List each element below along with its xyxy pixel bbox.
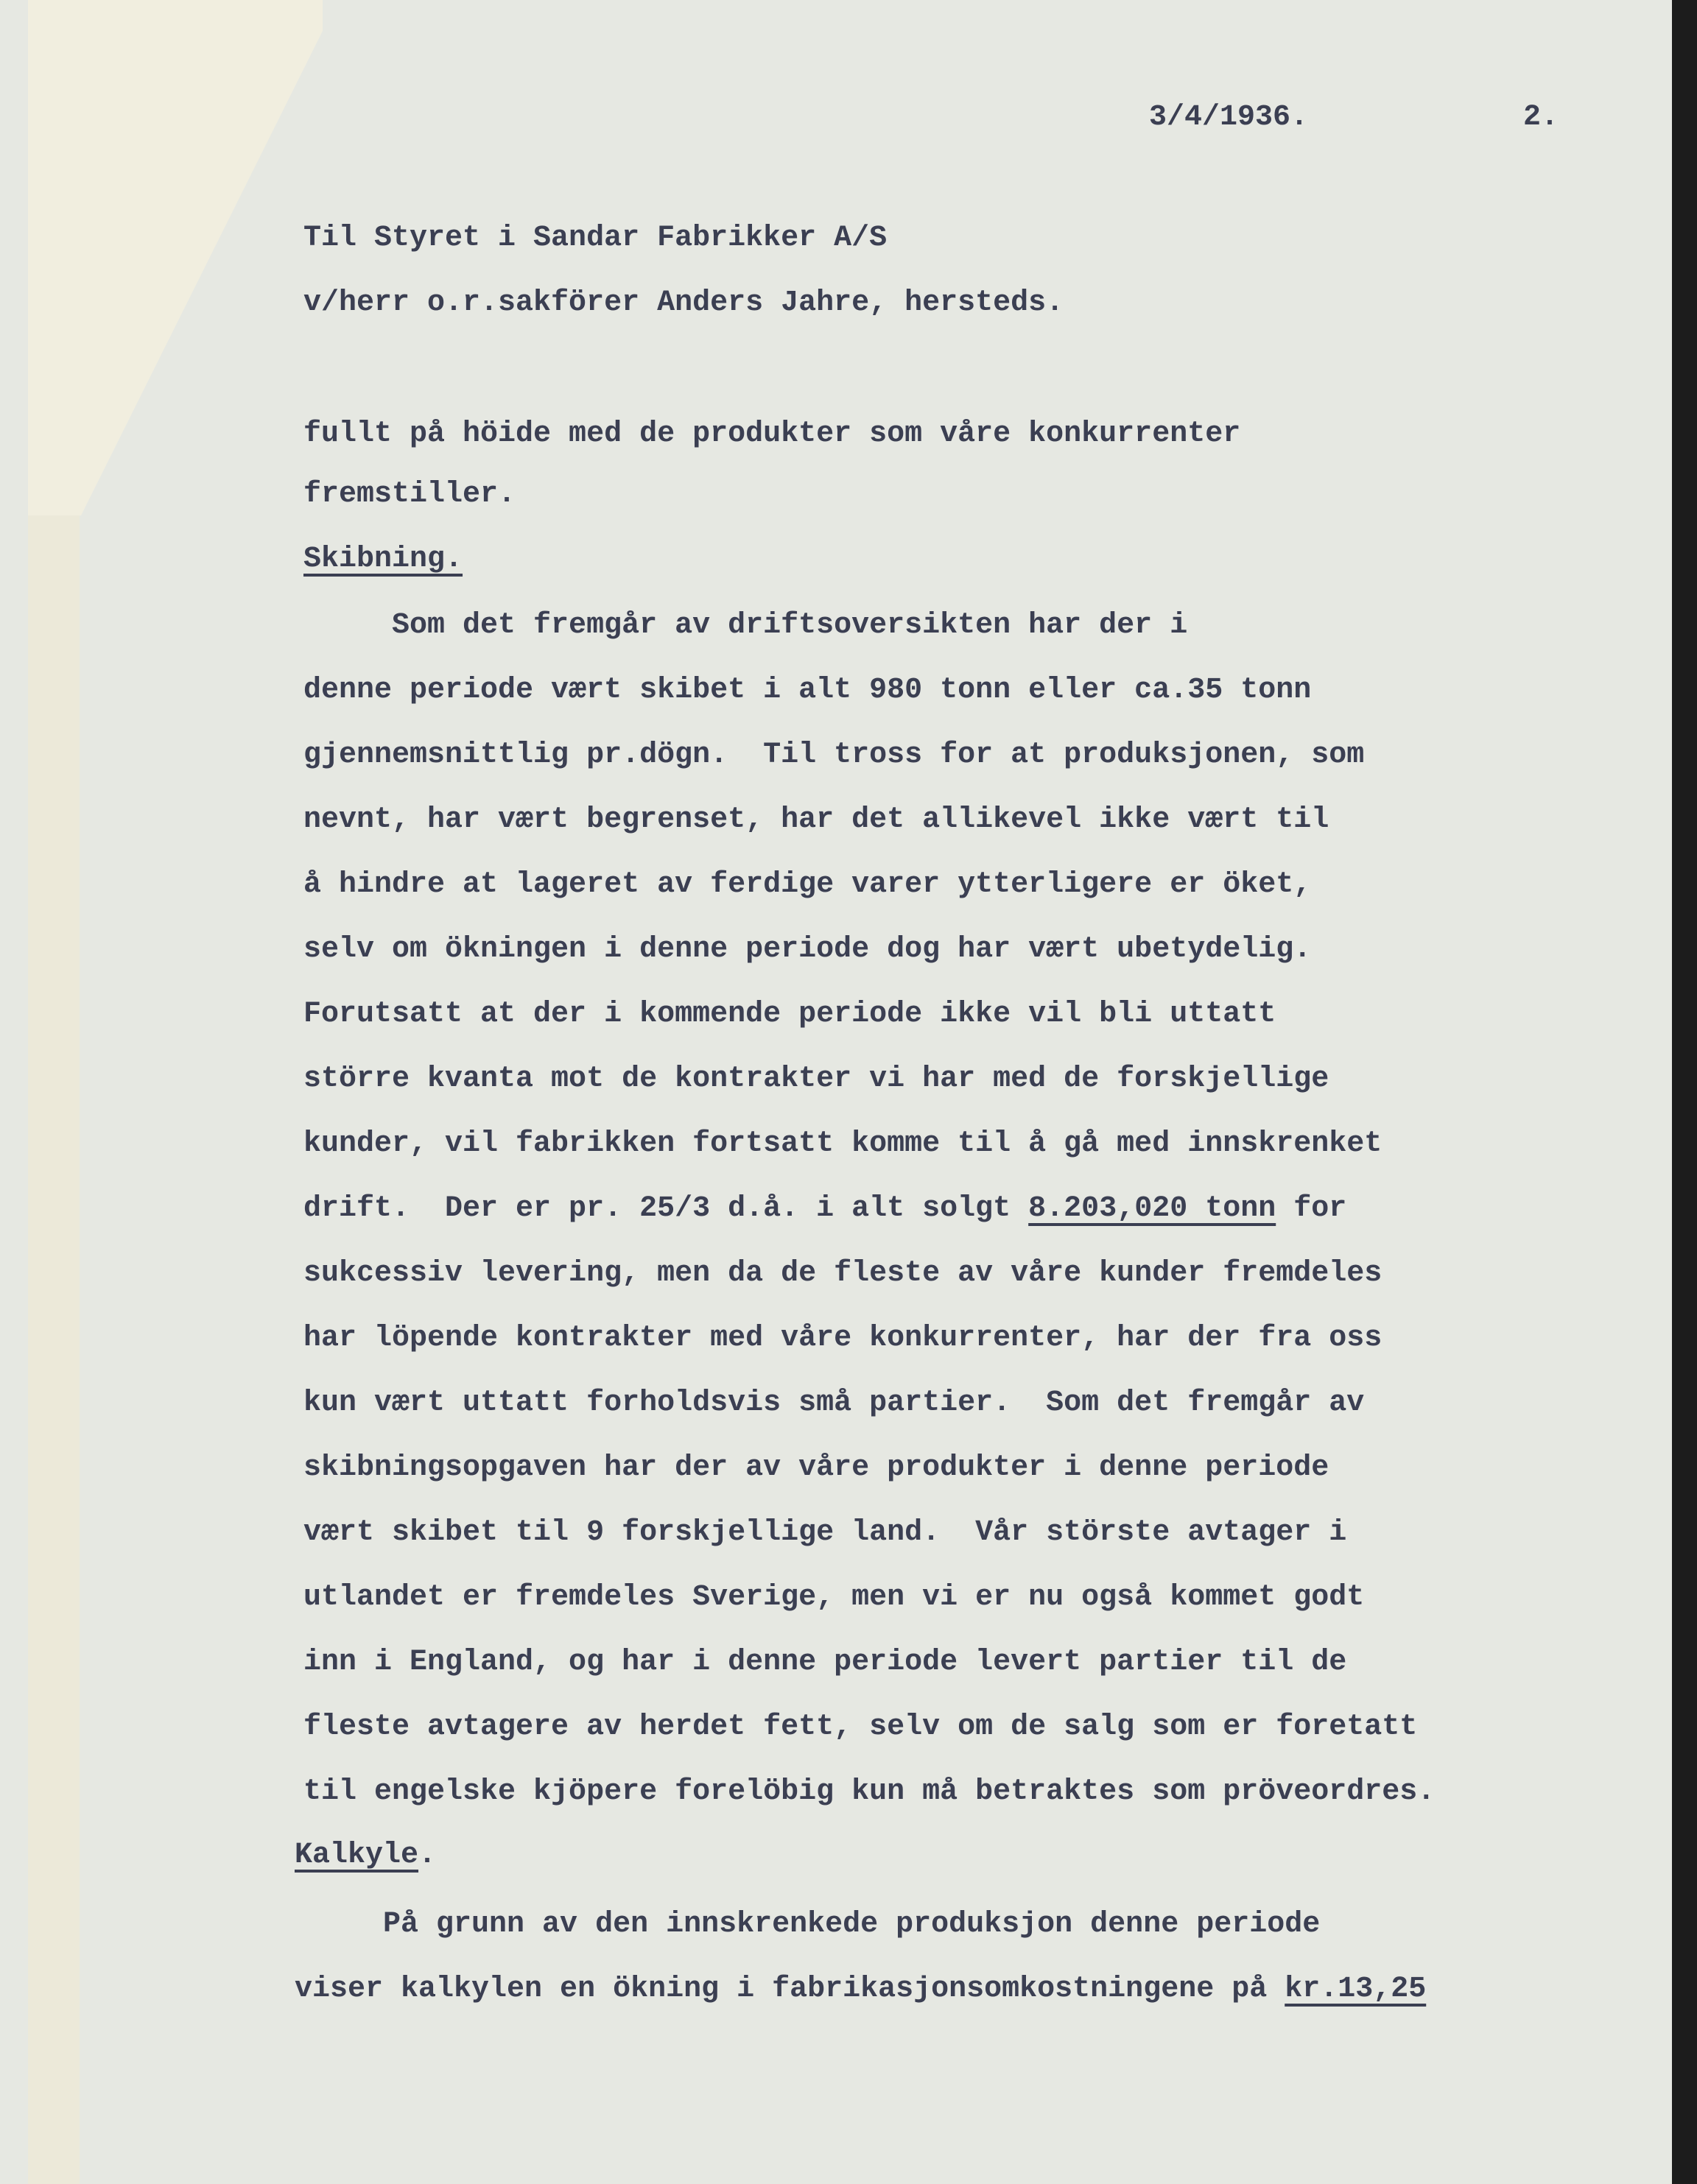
paragraph-line: På grunn av den innskrenkede produksjon denne periode <box>295 1908 1321 1941</box>
paragraph-line: gjennemsnittlig pr.dögn. Til tross for at produksjonen, som <box>303 739 1365 772</box>
page-number: 2. <box>1523 101 1559 134</box>
header-date: 3/4/1936. <box>1149 101 1309 134</box>
paragraph-line: utlandet er fremdeles Sverige, men vi er nu også kommet godt <box>303 1581 1365 1614</box>
paragraph-line: inn i England, og har i denne periode levert partier til de <box>303 1646 1347 1679</box>
continuation-line-2: fremstiller. <box>303 478 516 511</box>
paragraph-line: å hindre at lageret av ferdige varer ytterligere er öket, <box>303 868 1312 901</box>
paragraph-line: kunder, vil fabrikken fortsatt komme til å gå med innskrenket <box>303 1127 1382 1160</box>
section-heading-skibning: Skibning. <box>303 543 463 576</box>
paragraph-line: nevnt, har vært begrenset, har det allikevel ikke vært til <box>303 803 1329 836</box>
section-heading-kalkyle <box>295 1841 436 1870</box>
torn-paper-flap <box>28 0 323 515</box>
paragraph-line: kun vært uttatt forholdsvis små partier. Som det fremgår av <box>303 1387 1365 1420</box>
address-line-1: Til Styret i Sandar Fabrikker A/S <box>303 222 888 255</box>
continuation-line-1: fullt på höide med de produkter som våre konkurrenter <box>303 418 1241 451</box>
paragraph-line: til engelske kjöpere forelöbig kun må betraktes som pröveordres. <box>303 1775 1436 1808</box>
paragraph-line: fleste avtagere av herdet fett, selv om de salg som er foretatt <box>303 1711 1418 1744</box>
paragraph-line: selv om ökningen i denne periode dog har vært ubetydelig. <box>303 933 1312 966</box>
cost-increase-amount: kr.13,25 <box>1285 1973 1427 2006</box>
line-text: viser kalkylen en ökning i fabrikasjonsomkostningene på <box>295 1973 1285 2006</box>
sold-tonnage-amount: 8.203,020 tonn <box>1028 1192 1276 1225</box>
paragraph-line: denne periode vært skibet i alt 980 tonn eller ca.35 tonn <box>303 674 1312 707</box>
paragraph-line <box>303 1194 1346 1224</box>
line-text: for <box>1276 1192 1347 1225</box>
paragraph-line: Som det fremgår av driftsoversikten har der i <box>303 609 1188 642</box>
line-text: drift. Der er pr. 25/3 d.å. i alt solgt <box>303 1192 1029 1225</box>
heading-text: Kalkyle <box>295 1839 419 1872</box>
paragraph-line: sukcessiv levering, men da de fleste av våre kunder fremdeles <box>303 1257 1382 1290</box>
paragraph-line: har löpende kontrakter med våre konkurrenter, har der fra oss <box>303 1322 1382 1355</box>
paragraph-line: vært skibet til 9 forskjellige land. Vår störste avtager i <box>303 1516 1347 1549</box>
address-line-2: v/herr o.r.sakförer Anders Jahre, hersteds. <box>303 286 1064 320</box>
folded-page-edge <box>28 471 80 2184</box>
paragraph-line: större kvanta mot de kontrakter vi har med de forskjellige <box>303 1063 1329 1096</box>
paragraph-line: Forutsatt at der i kommende periode ikke vil bli uttatt <box>303 998 1276 1031</box>
heading-period: . <box>418 1839 437 1872</box>
paragraph-line: skibningsopgaven har der av våre produkter i denne periode <box>303 1451 1329 1484</box>
paragraph-line <box>295 1975 1426 2004</box>
